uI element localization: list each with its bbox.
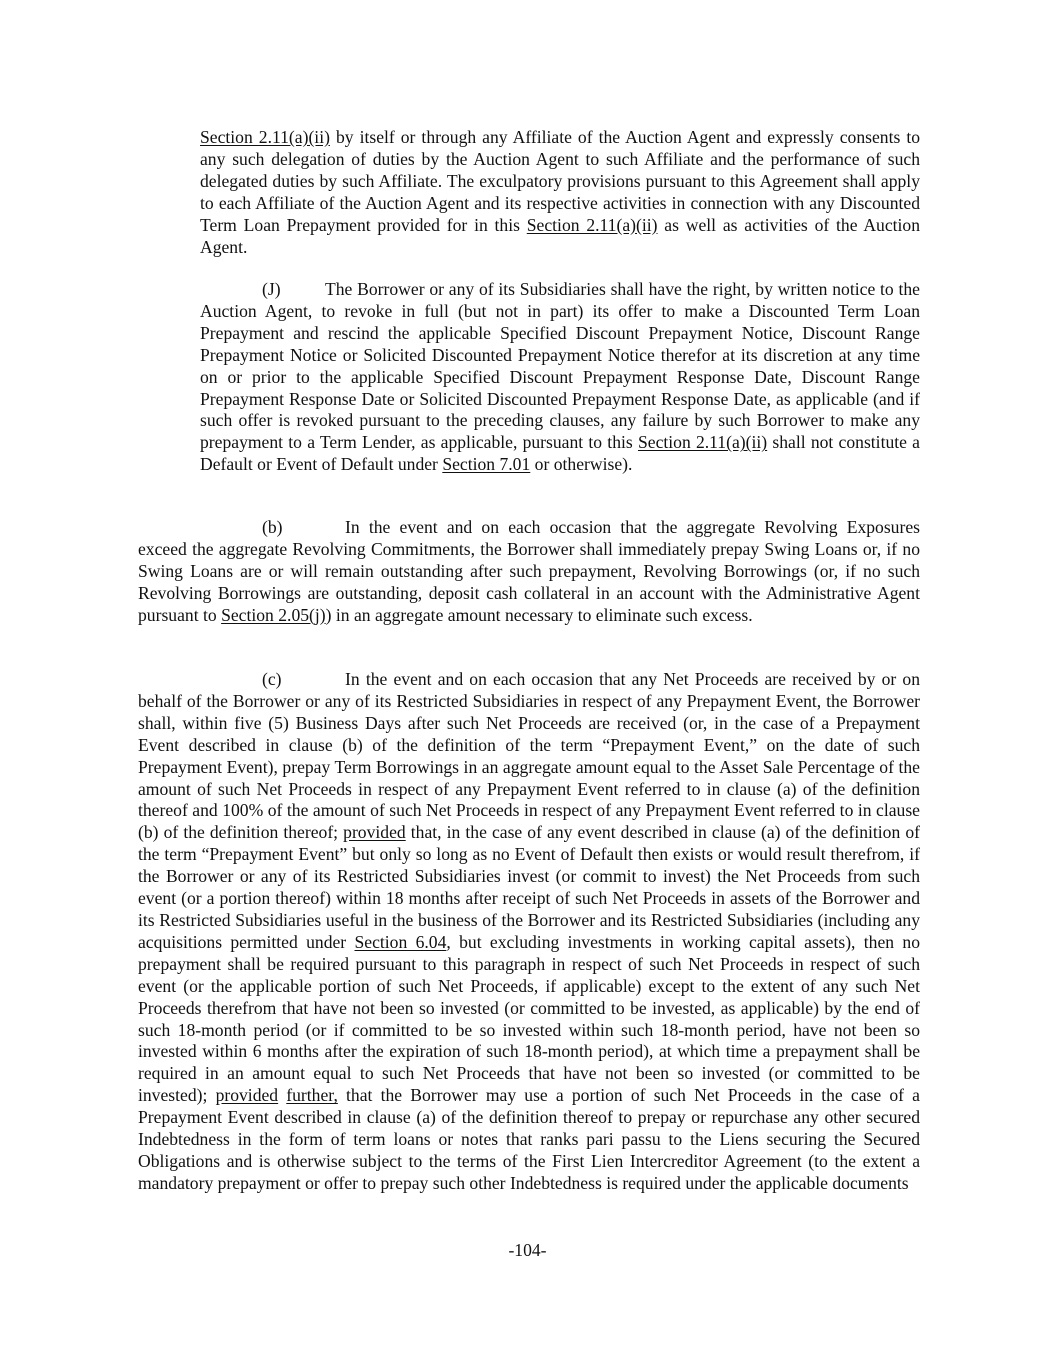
section-reference: Section 2.11(a)(ii) [637, 432, 768, 453]
paragraph-clause-b [138, 517, 920, 627]
paragraph-clause-c [138, 669, 920, 1195]
defined-term-provided: provided [343, 822, 406, 843]
paragraph-text: In the event and on each occasion that any Net Proceeds are received by or on behalf of the Borrower or any of its Restricted Subsidiaries in respect of any Prepayment Event, the Borrower shall, within five (5) Business Days after such Net Proceeds are received (or, in the case of a Prepayment Event described in clause (b) of the definition of the term “Prepayment Event,” on the date of such Prepayment Event), prepay Term Borrowings in an aggregate amount equal to the Asset Sale Percentage of the amount of such Net Proceeds in respect of any Prepayment Event referred to in clause (a) of the definition thereof and 100% of the amount of such Net Proceeds in respect of any Prepayment Event referred to in clause (b) of the definition thereof; [138, 669, 920, 843]
paragraph-text: In the event and on each occasion that the aggregate Revolving Exposures exceed the aggregate Revolving Commitments, the Borrower shall immediately prepay Swing Loans or, if no Swing Loans are or will remain outstanding after such prepayment, Revolving Borrowings (or, if no such Revolving Borrowings are outstanding, deposit cash collateral in an account with the Administrative Agent pursuant to [138, 517, 920, 625]
paragraph-text: ) in an aggregate amount necessary to eliminate such excess. [325, 604, 753, 625]
section-reference: Section 7.01 [442, 454, 531, 475]
defined-term-provided: provided [215, 1085, 279, 1106]
paragraph-text: , but excluding investments in working capital assets), then no prepayment shall be required pursuant to this paragraph in respect of such Net Proceeds in respect of such event (or the applicable portion of such Net Proceeds, if applicable) except to the extent of any such Net Proceeds therefrom that have not been so invested (or committed to be invested, as applicable) by the end of such 18-month period (or if committed to be so invested within such 18-month period, have not been so invested within 6 months after the expiration of such 18-month period), at which time a prepayment shall be required in an amount equal to such Net Proceeds that have not been so invested (or committed to be invested); [138, 931, 920, 1106]
clause-marker: (c) [262, 669, 282, 689]
paragraph-text: that the Borrower may use a portion of such Net Proceeds in the case of a Prepayment Event described in clause (a) of the definition thereof to prepay or repurchase any other secured Indebtedness in the form of term loans or notes that ranks pari passu to the Liens securing the Secured Obligations and is otherwise subject to the terms of the First Lien Intercreditor Agreement (to the extent a mandatory prepayment or offer to prepay such other Indebtedness is required under the applicable documents [138, 1085, 920, 1193]
clause-marker: (b) [262, 517, 283, 537]
paragraph-text: The Borrower or any of its Subsidiaries shall have the right, by written notice to the Auction Agent, to revoke in full (but not in part) its offer to make a Discounted Term Loan Prepayment and rescind the applicable Specified Discount Prepayment Notice, Discount Range Prepayment Notice or Solicited Discounted Prepayment Notice therefor at its discretion at any time on or prior to the applicable Specified Discount Prepayment Response Date, Discount Range Prepayment Response Date or Solicited Discounted Prepayment Response Date, as applicable (and if such offer is revoked pursuant to the preceding clauses, any failure by such Borrower to make any prepayment to a Term Lender, as applicable, pursuant to this [200, 279, 920, 453]
defined-term-further: further, [286, 1085, 338, 1106]
section-reference: Section 6.04 [354, 931, 447, 952]
paragraph-text: as well as activities of the Auction Agent. [200, 214, 921, 257]
paragraph-clause-j [200, 279, 920, 476]
paragraph-text: shall not constitute a Default or Event of Default under [200, 432, 920, 475]
clause-marker: (J) [262, 279, 281, 299]
page-number: -104- [508, 1240, 547, 1260]
section-reference: Section 2.11(a)(ii) [200, 127, 330, 147]
section-reference: Section 2.05(j) [221, 604, 326, 625]
section-reference: Section 2.11(a)(ii) [526, 214, 658, 235]
paragraph-text: or otherwise). [530, 454, 633, 475]
paragraph-text: by itself or through any Affiliate of the Auction Agent and expressly consents to any such delegation of duties by the Auction Agent to such Affiliate and the performance of such delegated duties by such Affiliate. The exculpatory provisions pursuant to this Agreement shall apply to each Affiliate of the Auction Agent and its respective activities in connection with any Discounted Term Loan Prepayment provided for in this [200, 127, 921, 235]
paragraph-text: that, in the case of any event described in clause (a) of the definition of the term “Prepayment Event” but only so long as no Event of Default then exists or would result therefrom, if the Borrower or any of its Restricted Subsidiaries invest (or commit to invest) the Net Proceeds from such event (or a portion thereof) within 18 months after receipt of such Net Proceeds in assets of the Borrower and its Restricted Subsidiaries useful in the business of the Borrower and its Restricted Subsidiaries (including any acquisitions permitted under [138, 822, 920, 952]
paragraph-auction-agent-delegation [200, 127, 920, 258]
